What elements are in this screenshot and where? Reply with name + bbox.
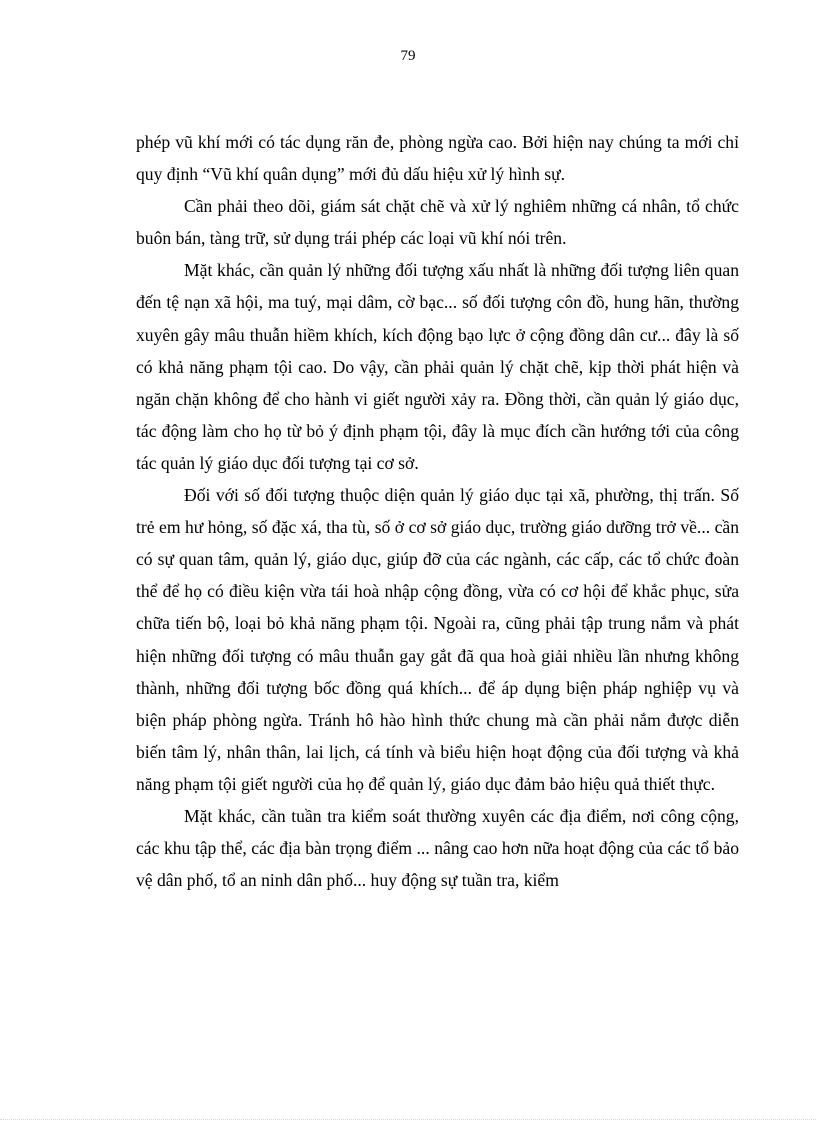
paragraph-education-management: Đối với số đối tượng thuộc diện quản lý giáo dục tại xã, phường, thị trấn. Số trẻ em hư hỏng, số đặc xá, tha tù, số ở cơ sở giáo dục, trường giáo dưỡng trở về... cần có sự quan tâm, quản lý, giáo dục, giúp đỡ của các ngành, các cấp, các tổ chức đoàn thể để họ có điều kiện vừa tái hoà nhập cộng đồng, vừa có cơ hội để khắc phục, sửa chữa tiến bộ, loại bỏ khả năng phạm tội. Ngoài ra, cũng phải tập trung nắm và phát hiện những đối tượng có mâu thuẫn gay gắt đã qua hoà giải nhiều lần nhưng không thành, những đối tượng bốc đồng quá khích... để áp dụng biện pháp nghiệp vụ và biện pháp phòng ngừa. Tránh hô hào hình thức chung mà cần phải nắm được diễn biến tâm lý, nhân thân, lai lịch, cá tính và biểu hiện hoạt động của đối tượng và khả năng phạm tội giết người của họ để quản lý, giáo dục đảm bảo hiệu quả thiết thực. [136,485,739,794]
paragraph-manage-bad-subjects: Mặt khác, cần quản lý những đối tượng xấu nhất là những đối tượng liên quan đến tệ nạn xã hội, ma tuý, mại dâm, cờ bạc... số đối tượng côn đồ, hung hãn, thường xuyên gây mâu thuẫn hiềm khích, kích động bạo lực ở cộng đồng dân cư... đây là số có khả năng phạm tội cao. Do vậy, cần phải quản lý chặt chẽ, kịp thời phát hiện và ngăn chặn không để cho hành vi giết người xảy ra. Đồng thời, cần quản lý giáo dục, tác động làm cho họ từ bỏ ý định phạm tội, đây là mục đích cần hướng tới của công tác quản lý giáo dục đối tượng tại cơ sở. [136,260,739,473]
page-bottom-divider [0,1119,816,1120]
document-body [136,126,739,896]
page-number: 79 [400,48,416,64]
paragraph-continuation: phép vũ khí mới có tác dụng răn đe, phòng ngừa cao. Bởi hiện nay chúng ta mới chỉ quy định “Vũ khí quân dụng” mới đủ dấu hiệu xử lý hình sự. [136,132,739,185]
paragraph-patrol-control: Mặt khác, cần tuần tra kiểm soát thường xuyên các địa điểm, nơi công cộng, các khu tập thể, các địa bàn trọng điểm ... nâng cao hơn nữa hoạt động của các tổ bảo vệ dân phố, tổ an ninh dân phố... huy động sự tuần tra, kiểm [136,805,739,891]
paragraph-weapons-supervision: Cần phải theo dõi, giám sát chặt chẽ và xử lý nghiêm những cá nhân, tổ chức buôn bán, tàng trữ, sử dụng trái phép các loại vũ khí nói trên. [136,196,739,249]
